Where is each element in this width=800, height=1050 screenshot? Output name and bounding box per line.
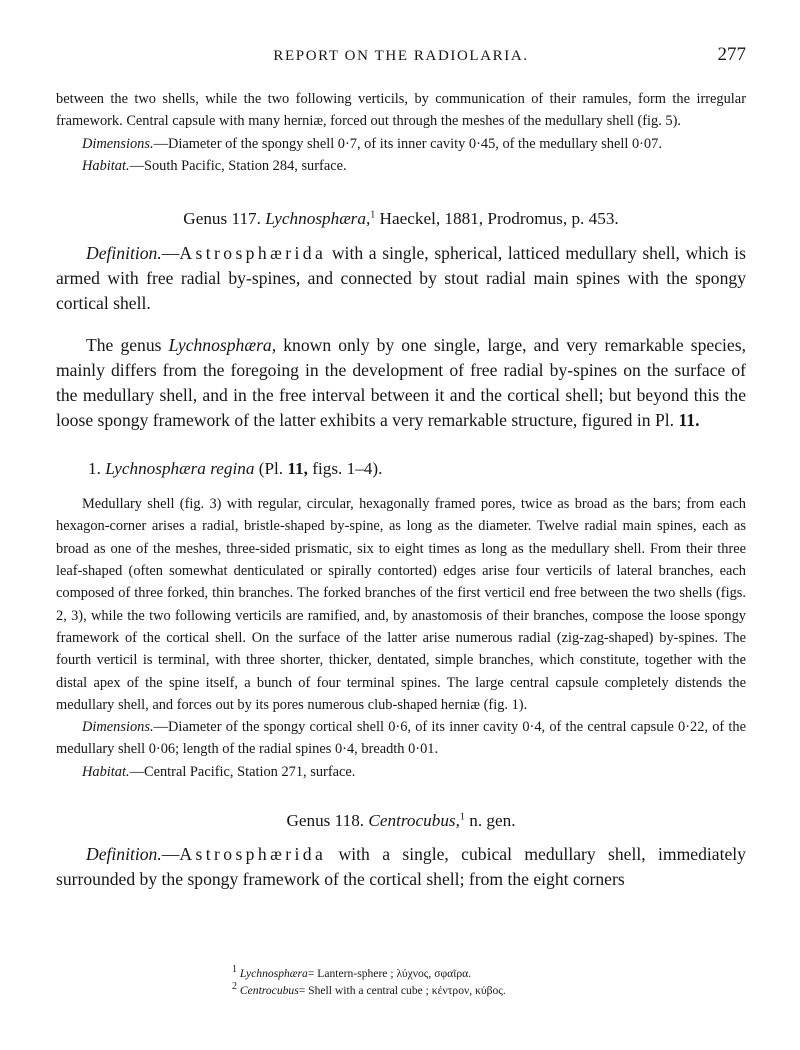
genus-117-heading: [56, 207, 746, 231]
genus-117-number: Genus 117.: [183, 209, 261, 229]
intro-text-a: The genus: [86, 335, 162, 356]
footnotes: [232, 966, 732, 999]
genus-118-definition: [56, 842, 746, 892]
definition-text: with a single, spherical, latticed medullary shell, which is armed with free radial by-spines, and connected by stout radial main spines with the spongy cortical shell.: [56, 243, 746, 314]
running-head: REPORT ON THE RADIOLARIA.: [273, 48, 529, 64]
footnote-2: [232, 980, 732, 1000]
species-1-dimensions: [56, 716, 746, 761]
species-1-habitat: [56, 761, 746, 783]
genus-117-authority: Haeckel, 1881, Prodromus, p. 453.: [379, 209, 619, 229]
genus-117-intro: [56, 333, 746, 433]
plate-ref-a: (Pl.: [258, 459, 284, 479]
family-name: Astrosphærida: [179, 844, 327, 865]
species-number: 1.: [88, 459, 101, 479]
definition-dash: —: [161, 844, 180, 865]
intro-text-b: known only by one single, large, and very remarkable species, mainly differs from the foregoing in the development of free radial by-spines on the surface of the medullary shell, and in the free interval between it and the cortical shell; but beyond this the loose spongy framework of the latter exhibits a very remarkable structure, figured in Pl.: [56, 335, 746, 431]
footnote-1: [232, 966, 732, 983]
habitat-label: Habitat.: [82, 763, 130, 780]
plate-ref-number: 11,: [287, 459, 308, 479]
footnote-text: = Lantern-sphere ; λύχνος, σφαῖρα.: [307, 967, 472, 980]
footnote-mark: 1: [232, 964, 237, 976]
habitat-text: —South Pacific, Station 284, surface.: [129, 157, 347, 174]
text-column: [56, 88, 746, 892]
habitat-text: —Central Pacific, Station 271, surface.: [129, 763, 356, 780]
footnote-text: = Shell with a central cube ; κέντρον, κύβος.: [298, 983, 506, 997]
continuation-dimensions: [56, 133, 746, 155]
genus-118-authority: n. gen.: [469, 811, 516, 831]
footnote-ref: 1: [370, 209, 376, 221]
species-1-heading: [56, 457, 746, 481]
dimensions-label: Dimensions.: [82, 135, 154, 152]
family-name: Astrosphærida: [179, 243, 327, 264]
continuation-paragraph: between the two shells, while the two following verticils, by communication of their ramules, form the irregular framework. Central capsule with many herniæ, forced out through the meshes of the medullary shell (fig. 5).: [56, 91, 746, 130]
genus-118-name: Centrocubus,: [368, 811, 460, 831]
plate-ref-b: figs. 1–4).: [312, 459, 383, 479]
footnote-term: Lychnosphæra: [239, 967, 308, 980]
dimensions-text: —Diameter of the spongy cortical shell 0·6, of its inner cavity 0·4, of the central capsule 0·22, of the medullary shell 0·06; length of the radial spines 0·4, breadth 0·01.: [56, 719, 746, 758]
footnote-term: Centrocubus: [239, 983, 299, 997]
species-name: Lychnosphæra regina: [105, 459, 255, 479]
definition-text: with a single, cubical medullary shell, immediately surrounded by the spongy framework of the cortical shell; from the eight corners: [56, 844, 746, 890]
genus-117-name: Lychnosphæra,: [265, 209, 371, 229]
genus-118-heading: [56, 809, 746, 833]
definition-label: Definition.: [86, 243, 162, 264]
dimensions-text: —Diameter of the spongy shell 0·7, of its inner cavity 0·45, of the medullary shell 0·07.: [153, 135, 662, 152]
dimensions-label: Dimensions.: [82, 719, 154, 736]
continuation-habitat: [56, 155, 746, 177]
plate-reference: 11.: [678, 410, 700, 431]
genus-118-number: Genus 118.: [286, 811, 365, 831]
genus-117-definition: [56, 241, 746, 316]
species-1-description: Medullary shell (fig. 3) with regular, circular, hexagonally framed pores, twice as broad as the bars; from each hexagon-corner arises a radial, bristle-shaped by-spine, as long as the diameter. Twelve radial main spines, each as broad as one of the meshes, three-sided prismatic, six to eight times as long as the medullary shell. From their three leaf-shaped (often somewhat denticulated or spirally contorted) edges arise four verticils of lateral branches, each composed of three forked, thin branches. The forked branches of the first verticil end free between the two shells (figs. 2, 3), while the two following verticils are ramified, and, by anastomosis of their branches, compose the loose spongy framework of the cortical shell. On the surface of the latter arise numerous radial (zig-zag-shaped) by-spines. The fourth verticil is terminal, with three shorter, thicker, dentated, simple branches, which constitute, together with the distal apex of the spine itself, a bunch of four terminal spines. The large central capsule completely distends the medullary shell, and forces out by its pores numerous club-shaped herniæ (fig. 1).: [56, 496, 746, 713]
definition-dash: —: [161, 243, 180, 264]
page-number: 277: [717, 44, 746, 65]
footnote-ref: 1: [459, 811, 465, 823]
definition-label: Definition.: [86, 844, 162, 865]
page-header: [56, 44, 746, 74]
intro-genus-name: Lychnosphæra,: [168, 335, 277, 356]
footnote-mark: 2: [232, 980, 237, 992]
habitat-label: Habitat.: [82, 157, 130, 174]
